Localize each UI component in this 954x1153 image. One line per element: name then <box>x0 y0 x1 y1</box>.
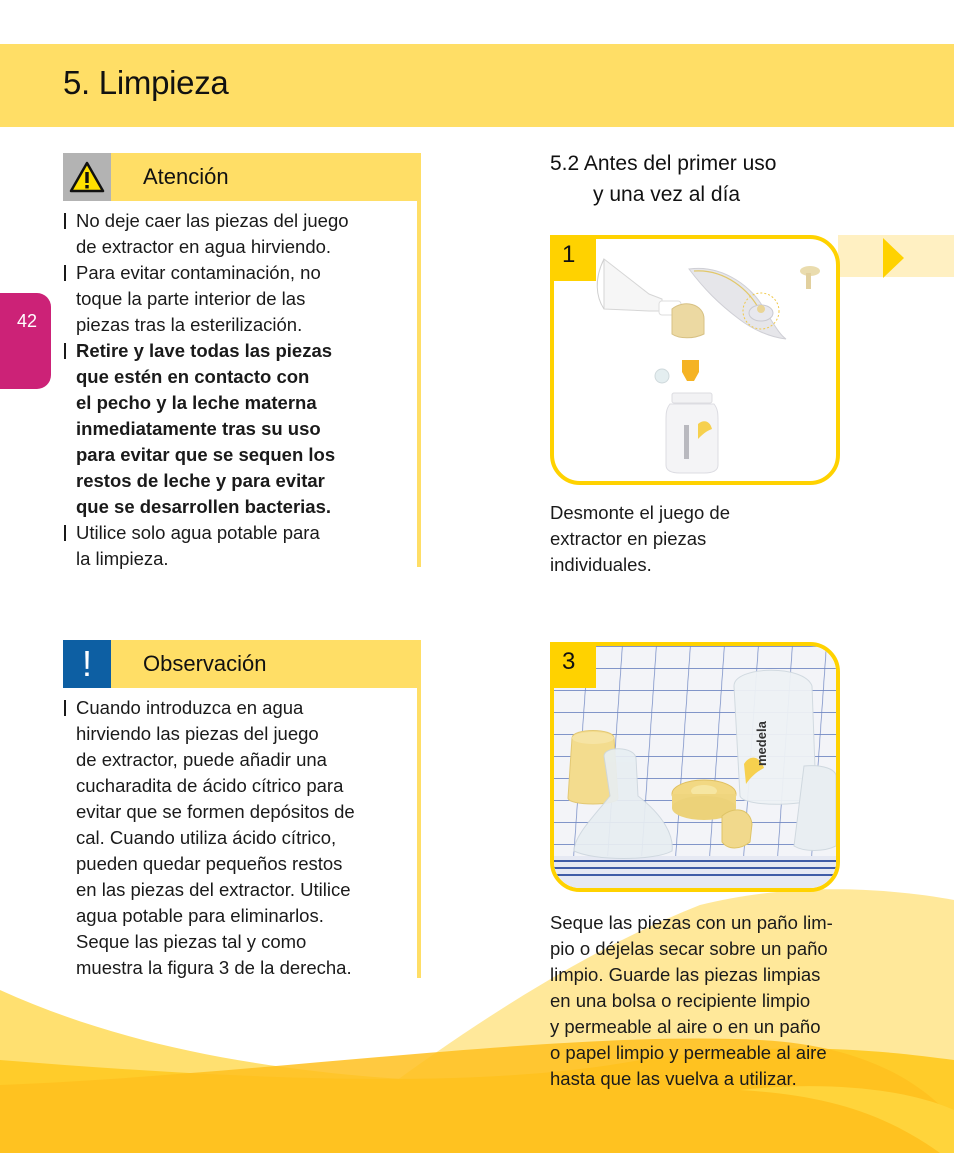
step-caption-line: y permeable al aire o en un paño <box>550 1016 821 1037</box>
attention-item-line: Para evitar contaminación, no <box>76 262 321 283</box>
observation-item-line: evitar que se formen depósitos de <box>76 801 355 822</box>
step-1-caption <box>550 500 730 578</box>
attention-item-line: inmediatamente tras su uso <box>76 418 321 439</box>
attention-label: Atención <box>143 164 229 189</box>
attention-item <box>63 338 421 520</box>
step-3-caption <box>550 910 833 1092</box>
attention-item <box>63 260 421 338</box>
section-heading <box>550 148 776 210</box>
step-caption-line: en una bolsa o recipiente limpio <box>550 990 811 1011</box>
disassembled-breast-pump-parts-image <box>554 239 836 481</box>
attention-item <box>63 520 421 572</box>
attention-item-line: Utilice solo agua potable para <box>76 522 320 543</box>
attention-item-line: piezas tras la esterilización. <box>76 314 303 335</box>
attention-header <box>63 153 421 201</box>
observation-notice <box>63 640 421 981</box>
attention-item-line: que estén en contacto con <box>76 366 310 387</box>
step-caption-line: Seque las piezas con un paño lim- <box>550 912 833 933</box>
observation-item-line: en las piezas del extractor. Utilice <box>76 879 351 900</box>
next-step-arrow-icon <box>883 238 904 278</box>
page-title: 5. Limpieza <box>63 64 229 101</box>
observation-item-line: Seque las piezas tal y como <box>76 931 307 952</box>
attention-item-line: que se desarrollen bacterias. <box>76 496 332 517</box>
observation-item-line: pueden quedar pequeños restos <box>76 853 343 874</box>
attention-item-line: Retire y lave todas las piezas <box>76 340 333 361</box>
step-1-card <box>550 235 840 485</box>
step-caption-line: limpio. Guarde las piezas limpias <box>550 964 821 985</box>
bottle-brand-label: medela <box>754 721 769 766</box>
attention-item <box>63 208 421 260</box>
observation-header <box>63 640 421 688</box>
step-caption-line: o papel limpio y permeable al aire <box>550 1042 827 1063</box>
step-caption-line: hasta que las vuelva a utilizar. <box>550 1068 797 1089</box>
observation-body <box>63 688 421 981</box>
attention-item-line: para evitar que se sequen los <box>76 444 336 465</box>
attention-item-line: toque la parte interior de las <box>76 288 306 309</box>
step-1-number: 1 <box>550 235 596 281</box>
page-number: 42 <box>17 311 38 331</box>
exclamation-icon: ! <box>81 643 92 684</box>
parts-drying-on-checkered-cloth-image <box>554 646 836 888</box>
observation-item <box>63 695 421 981</box>
observation-icon-box <box>63 640 111 688</box>
attention-notice <box>63 153 421 572</box>
observation-item-line: Cuando introduzca en agua <box>76 697 304 718</box>
observation-item-line: de extractor, puede añadir una <box>76 749 327 770</box>
observation-label: Observación <box>143 651 267 676</box>
warning-icon-box <box>63 153 111 201</box>
page-number-tab <box>0 293 51 389</box>
step-caption-line: individuales. <box>550 554 652 575</box>
attention-item-line: de extractor en agua hirviendo. <box>76 236 332 257</box>
step-caption-line: extractor en piezas <box>550 528 707 549</box>
attention-body <box>63 201 421 572</box>
warning-triangle-icon <box>69 161 105 193</box>
observation-item-line: hirviendo las piezas del juego <box>76 723 319 744</box>
observation-item-line: cucharadita de ácido cítrico para <box>76 775 344 796</box>
attention-item-line: la limpieza. <box>76 548 169 569</box>
step-3-card <box>550 642 840 892</box>
observation-item-line: agua potable para eliminarlos. <box>76 905 324 926</box>
observation-item-line: muestra la figura 3 de la derecha. <box>76 957 352 978</box>
section-heading-line-1: 5.2 Antes del primer uso <box>550 152 777 175</box>
step-caption-line: pio o déjelas secar sobre un paño <box>550 938 828 959</box>
step-3-number: 3 <box>550 642 596 688</box>
attention-item-line: restos de leche y para evitar <box>76 470 325 491</box>
attention-item-line: el pecho y la leche materna <box>76 392 317 413</box>
section-heading-line-2: y una vez al día <box>593 183 741 206</box>
step-caption-line: Desmonte el juego de <box>550 502 730 523</box>
attention-item-line: No deje caer las piezas del juego <box>76 210 349 231</box>
observation-item-line: cal. Cuando utiliza ácido cítrico, <box>76 827 337 848</box>
